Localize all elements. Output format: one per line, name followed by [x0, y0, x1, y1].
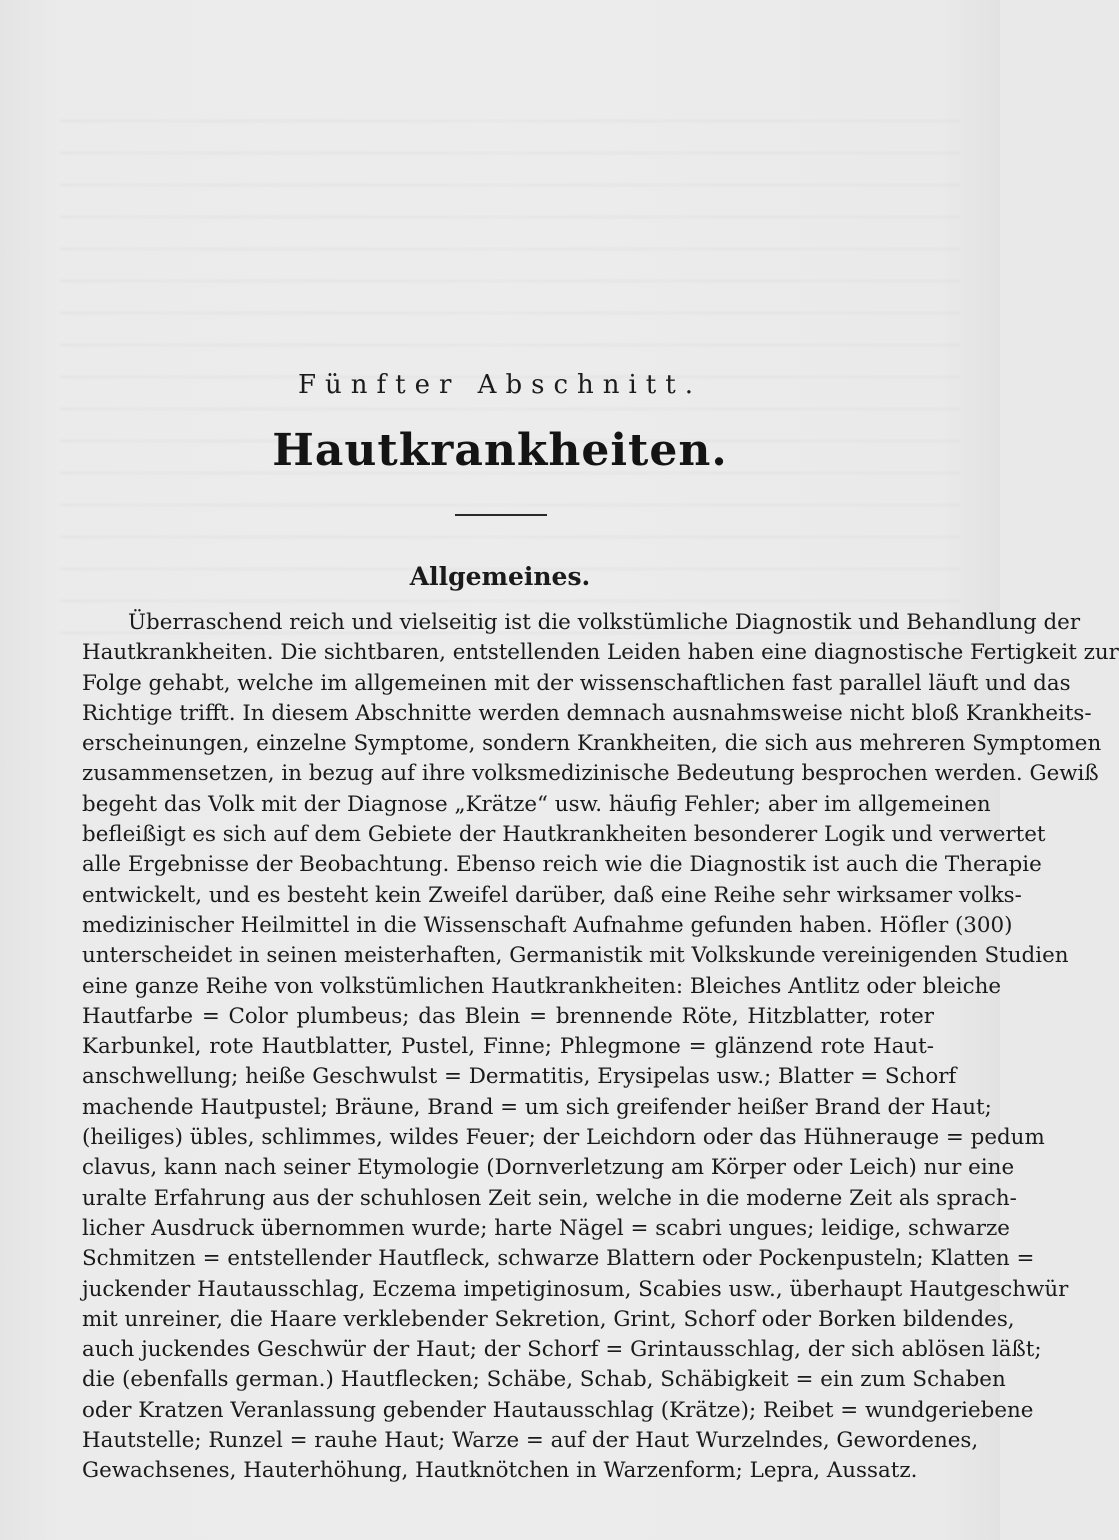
body-line: zusammensetzen, in bezug auf ihre volksmedizinische Bedeutung besprochen werden. Gewiß: [82, 761, 1099, 787]
body-line: eine ganze Reihe von volkstümlichen Hautkrankheiten: Bleiches Antlitz oder bleiche: [82, 973, 1002, 999]
body-line: oder Kratzen Veranlassung gebender Hautausschlag (Krätze); Reibet = wundgeriebene: [82, 1397, 1034, 1423]
body-line: Hautfarbe = Color plumbeus; das Blein = brennende Röte, Hitzblatter, roter: [82, 1003, 934, 1029]
body-line: Folge gehabt, welche im allgemeinen mit der wissenschaftlichen fast parallel läuft und das: [82, 670, 1071, 696]
title-divider: [455, 514, 547, 516]
body-line: clavus, kann nach seiner Etymologie (Dornverletzung am Körper oder Leich) nur eine: [82, 1155, 1015, 1181]
body-paragraph: [82, 608, 1119, 1487]
body-line: Richtige trifft. In diesem Abschnitte werden demnach ausnahmsweise nicht bloß Krankheits-: [82, 700, 1092, 726]
body-line: juckender Hautausschlag, Eczema impetiginosum, Scabies usw., überhaupt Hautgeschwür: [82, 1276, 1069, 1302]
chapter-title: Hautkrankheiten.: [272, 425, 728, 476]
body-line: licher Ausdruck übernommen wurde; harte Nägel = scabri ungues; leidige, schwarze: [82, 1215, 1010, 1241]
body-line: uralte Erfahrung aus der schuhlosen Zeit sein, welche in die moderne Zeit als sprach-: [82, 1185, 1017, 1211]
body-line: Überraschend reich und vielseitig ist die volkstümliche Diagnostik und Behandlung der: [128, 610, 1081, 635]
body-line: befleißigt es sich auf dem Gebiete der Hautkrankheiten besonderer Logik und verwertet: [82, 822, 1046, 848]
body-line: Hautkrankheiten. Die sichtbaren, entstellenden Leiden haben eine diagnostische Fertigkeit zur: [82, 640, 1119, 666]
body-line: die (ebenfalls german.) Hautflecken; Schäbe, Schab, Schäbigkeit = ein zum Schaben: [82, 1367, 1006, 1393]
body-line: Hautstelle; Runzel = rauhe Haut; Warze = auf der Haut Wurzelndes, Gewordenes,: [82, 1428, 979, 1454]
subheading: Allgemeines.: [409, 562, 591, 591]
body-line: begeht das Volk mit der Diagnose „Krätze“ usw. häufig Fehler; aber im allgemeinen: [82, 791, 991, 817]
body-line: entwickelt, und es besteht kein Zweifel darüber, daß eine Reihe sehr wirksamer volks-: [82, 882, 1022, 908]
body-line: medizinischer Heilmittel in die Wissenschaft Aufnahme gefunden haben. Höfler (300): [82, 912, 1013, 938]
body-line: Gewachsenes, Hauterhöhung, Hautknötchen in Warzenform; Lepra, Aussatz.: [82, 1458, 918, 1484]
body-line: unterscheidet in seinen meisterhaften, Germanistik mit Volkskunde vereinigenden Studien: [82, 943, 1069, 969]
body-line: auch juckendes Geschwür der Haut; der Schorf = Grintausschlag, der sich ablösen läßt;: [82, 1337, 1042, 1363]
body-line: erscheinungen, einzelne Symptome, sondern Krankheiten, die sich aus mehreren Symptomen: [82, 731, 1102, 757]
body-line: (heiliges) übles, schlimmes, wildes Feuer; der Leichdorn oder das Hühnerauge = pedum: [82, 1125, 1045, 1151]
body-line: Schmitzen = entstellender Hautfleck, schwarze Blattern oder Pockenpusteln; Klatten =: [82, 1246, 1035, 1272]
body-line: machende Hautpustel; Bräune, Brand = um sich greifender heißer Brand der Haut;: [82, 1094, 992, 1120]
body-line: alle Ergebnisse der Beobachtung. Ebenso reich wie die Diagnostik ist auch die Therapie: [82, 852, 1042, 878]
body-line: anschwellung; heiße Geschwulst = Dermatitis, Erysipelas usw.; Blatter = Schorf: [82, 1064, 957, 1090]
section-heading: Fünfter Abschnitt.: [298, 370, 702, 400]
body-line: Karbunkel, rote Hautblatter, Pustel, Finne; Phlegmone = glänzend rote Haut-: [82, 1034, 934, 1060]
body-line: mit unreiner, die Haare verklebender Sekretion, Grint, Schorf oder Borken bildendes,: [82, 1306, 1015, 1332]
